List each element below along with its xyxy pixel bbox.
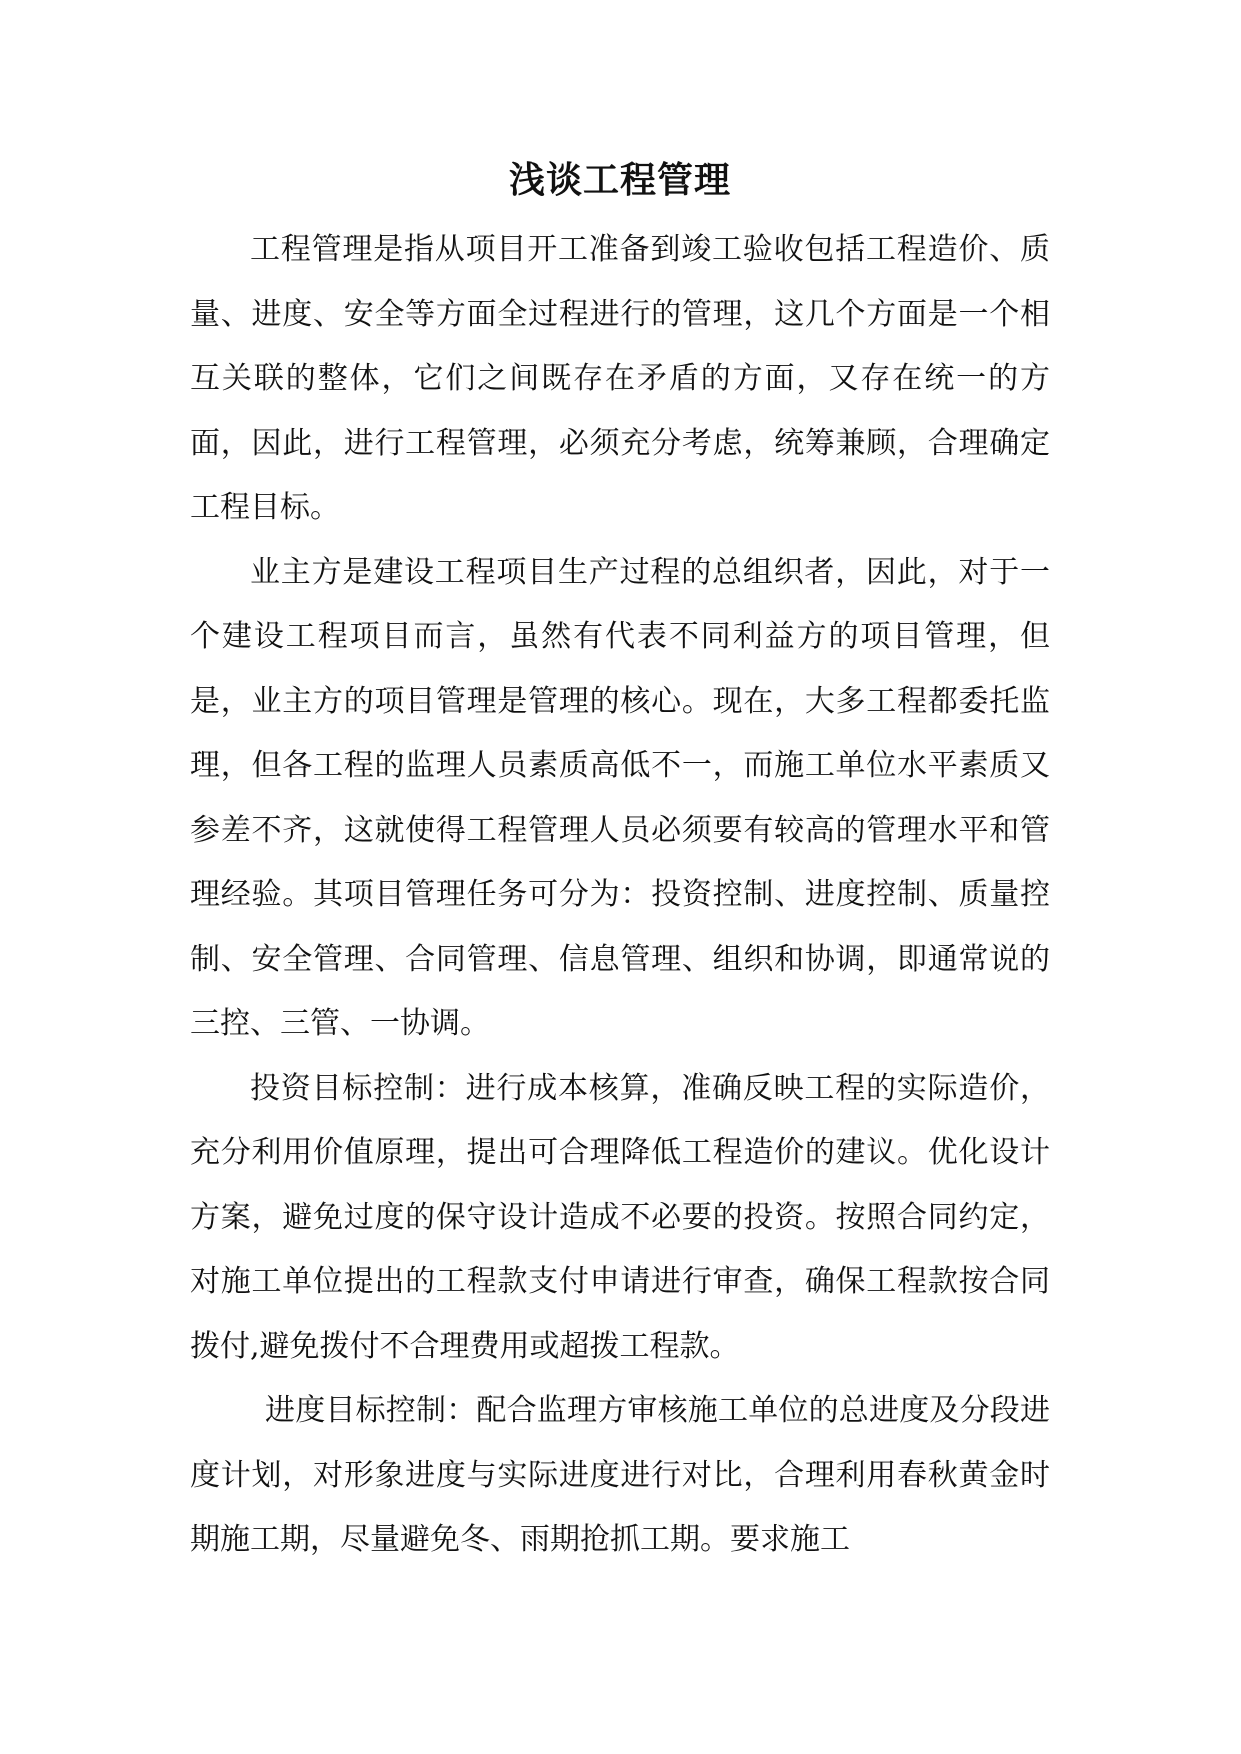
paragraph-definition: 工程管理是指从项目开工准备到竣工验收包括工程造价、质量、进度、安全等方面全过程进行的管理，这几个方面是一个相互关联的整体，它们之间既存在矛盾的方面，又存在统一的方面，因此，进行工程管理，必须充分考虑，统筹兼顾，合理确定工程目标。	[190, 232, 1050, 525]
paragraph-investment-control: 投资目标控制：进行成本核算，准确反映工程的实际造价，充分利用价值原理，提出可合理降低工程造价的建议。优化设计方案，避免过度的保守设计造成不必要的投资。按照合同约定，对施工单位提出的工程款支付申请进行审查，确保工程款按合同拨付,避免拨付不合理费用或超拨工程款。	[190, 1070, 1050, 1364]
paragraph-owner-role: 业主方是建设工程项目生产过程的总组织者，因此，对于一个建设工程项目而言，虽然有代表不同利益方的项目管理，但是，业主方的项目管理是管理的核心。现在，大多工程都委托监理，但各工程的监理人员素质高低不一，而施工单位水平素质又参差不齐，这就使得工程管理人员必须要有较高的管理水平和管理经验。其项目管理任务可分为：投资控制、进度控制、质量控制、安全管理、合同管理、信息管理、组织和协调，即通常说的三控、三管、一协调。	[190, 554, 1050, 1041]
paragraph-schedule-control: 进度目标控制：配合监理方审核施工单位的总进度及分段进度计划，对形象进度与实际进度进行对比，合理利用春秋黄金时期施工期，尽量避免冬、雨期抢抓工期。要求施工	[190, 1393, 1050, 1557]
document-body	[190, 150, 1050, 1573]
document-title: 浅谈工程管理	[508, 159, 731, 201]
